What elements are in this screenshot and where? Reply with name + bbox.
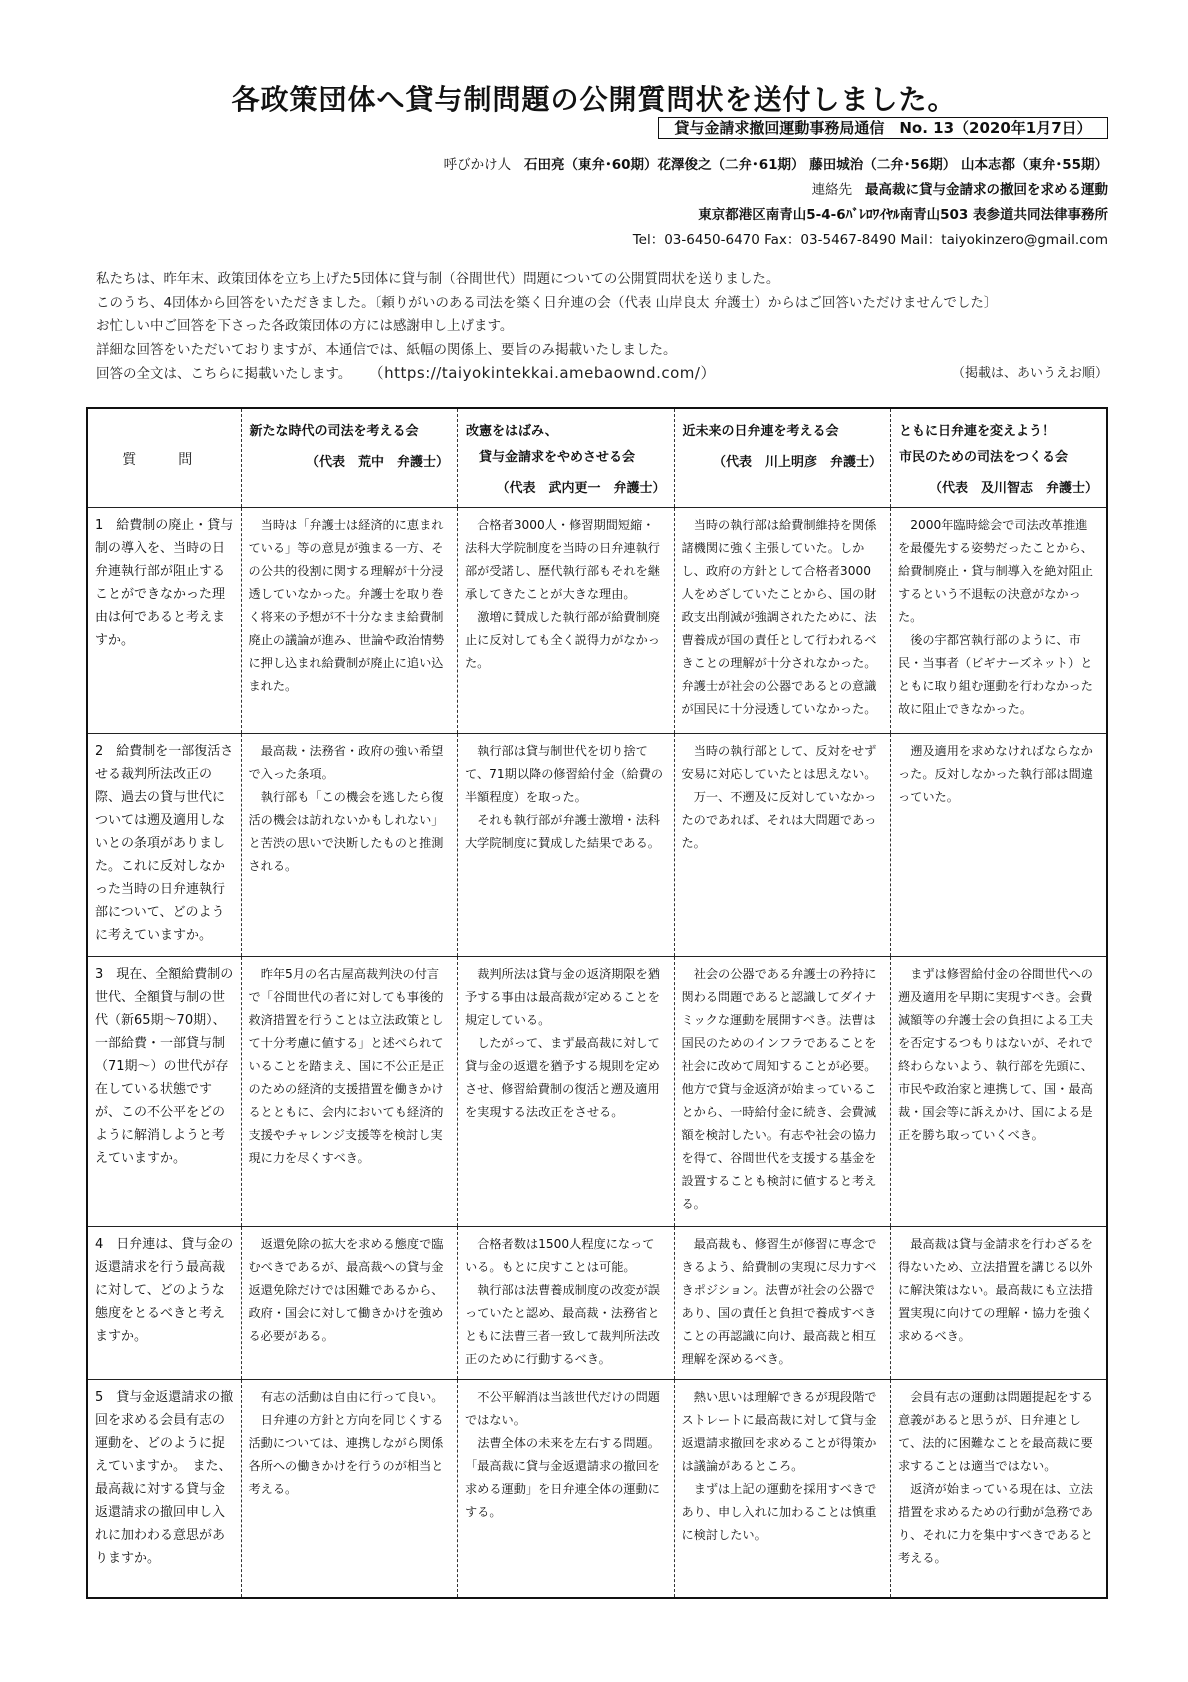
answer-paragraph: 不公平解消は当該世代だけの問題ではない。 xyxy=(465,1390,660,1428)
question-cell: 2 給費制を一部復活させる裁判所法改正の際、過去の貸与世代については遡及適用しないとの条項がありました。これに反対しなかった当時の日弁連執行部について、どのように考えていますか。 xyxy=(87,733,241,956)
tel-line: Tel：03-6450-6470 Fax：03-5467-8490 Mail：taiyokinzero@gmail.com xyxy=(632,232,1108,248)
answer-cell xyxy=(674,1380,891,1598)
answer-paragraph: 昨年5月の名古屋高裁判決の付言で「谷間世代の者に対しても事後的救済措置を行うことは立法政策として十分考慮に値する」と述べられていることを踏まえ、国に不公正是正のための経済的支援措置を働きかけるとともに、会内においても経済的支援やチャレンジ支援等を検討し実現に力を尽くすべき。 xyxy=(248,967,445,1166)
answer-cell xyxy=(891,508,1108,733)
answer-cell xyxy=(458,733,675,956)
answer-cell xyxy=(674,957,891,1227)
order-note: （掲載は、あいうえお順） xyxy=(951,366,1108,381)
answer-paragraph: 合格者数は1500人程度になっている。もとに戻すことは可能。 xyxy=(465,1237,655,1275)
answer-paragraph: 後の宇都宮執行部のように、市民・当事者（ビギナーズネット）とともに取り組む運動を行わなかった故に阻止できなかった。 xyxy=(898,633,1093,717)
answer-paragraph: 社会の公器である弁護士の矜持に関わる問題であると認識してダイナミックな運動を展開すべき。法曹は国民のためのインフラであることを社会に改めて周知することが必要。他方で貸与金返済が始まっていることから、一時給付金に続き、会費減額を検討したい。有志や社会の協力を得て、谷間世代を支援する基金を設置することも検討に値すると考える。 xyxy=(681,967,877,1212)
answer-paragraph: 最高裁も、修習生が修習に専念できるよう、給費制の実現に尽力すべきポジション。法曹が社会の公器であり、国の責任と負担で養成すべきことの再認識に向け、最高裁と相互理解を深めるべき。 xyxy=(681,1237,877,1367)
answer-paragraph: 法曹全体の未来を左右する問題。「最高裁に貸与金返還請求の撤回を求める運動」を日弁連全体の運動にする。 xyxy=(465,1436,660,1520)
answer-cell xyxy=(891,1227,1108,1380)
callers-names: 石田亮（東弁･60期）花澤俊之（二弁･61期） 藤田城治（二弁･56期） 山本志都（東弁･55期） xyxy=(523,157,1108,173)
org-name: 改憲をはばみ、 xyxy=(466,424,558,439)
answer-paragraph: 有志の活動は自由に行って良い。 xyxy=(260,1390,444,1405)
org-header-3 xyxy=(674,408,891,508)
contact-name: 最高裁に貸与金請求の撤回を求める運動 xyxy=(865,182,1108,198)
url-link[interactable]: （https://taiyokintekkai.amebaownd.com/） xyxy=(368,364,716,382)
answer-cell xyxy=(458,1380,675,1598)
contact-line xyxy=(444,178,1108,203)
answer-paragraph: 熱い思いは理解できるが現段階でストレートに最高裁に対して貸与金返還請求撤回を求めることが得策かは議論があるところ。 xyxy=(681,1390,877,1474)
org-header-1 xyxy=(241,408,458,508)
answer-cell xyxy=(891,1380,1108,1598)
page-title: 各政策団体へ貸与制問題の公開質問状を送付しました。 xyxy=(231,83,957,116)
answer-paragraph: 裁判所法は貸与金の返済期限を猶予する事由は最高裁が定めることを規定している。 xyxy=(465,967,660,1028)
answer-paragraph: 返還免除の拡大を求める態度で臨むべきであるが、最高裁への貸与金返還免除だけでは困難であるから、政府・国会に対して働きかけを強める必要がある。 xyxy=(248,1237,444,1344)
answer-cell xyxy=(241,957,458,1227)
org-header-2 xyxy=(458,408,675,508)
org-name-2: 市民のための司法をつくる会 xyxy=(899,450,1069,465)
contact-label: 連絡先 xyxy=(811,182,853,198)
intro-line-3: お忙しい中ご回答を下さった各政策団体の方には感謝申し上げます。 xyxy=(96,318,514,334)
org-header-4 xyxy=(891,408,1108,508)
table-header-row xyxy=(87,408,1107,508)
table-row xyxy=(87,1227,1107,1380)
url-prefix: 回答の全文は、こちらに掲載いたします。 xyxy=(96,366,352,382)
question-cell: 3 現在、全額給費制の世代、全額貸与制の世代（新65期～70期）、一部給費・一部貸与制（71期～）の世代が存在している状態ですが、この不公平をどのように解消しようと考えていますか。 xyxy=(87,957,241,1227)
answer-paragraph: 激増に賛成した執行部が給費制廃止に反対しても全く説得力がなかった。 xyxy=(465,610,660,671)
address-line xyxy=(444,203,1108,228)
answer-paragraph: それも執行部が弁護士激増・法科大学院制度に賛成した結果である。 xyxy=(465,812,660,850)
org-rep: （代表 武内更一 弁護士） xyxy=(496,481,666,496)
qa-table xyxy=(86,407,1108,1599)
answer-paragraph: 合格者3000人・修習期間短縮・法科大学院制度を当時の日弁連執行部が受諾し、歴代執行部もそれを継承してきたことが大きな理由。 xyxy=(465,518,660,602)
answer-paragraph: 万一、不遡及に反対していなかったのであれば、それは大問題であった。 xyxy=(681,789,877,850)
answer-paragraph: 遡及適用を求めなければならなかった。反対しなかった執行部は間違っていた。 xyxy=(898,743,1093,804)
header-info xyxy=(444,153,1108,253)
url-row xyxy=(96,362,1108,387)
org-rep: （代表 荒中 弁護士） xyxy=(305,455,449,470)
answer-cell xyxy=(241,1380,458,1598)
bulletin-box: 貸与金請求撤回運動事務局通信 No. 13（2020年1月7日） xyxy=(658,117,1108,139)
answer-paragraph: まずは修習給付金の谷間世代への遡及適用を早期に実現すべき。会費減額等の弁護士会の負担による工夫を否定するつもりはないが、それで終わらないよう、執行部を先頭に、市民や政治家と連携して、国・最高裁・国会等に訴えかけ、国による是正を勝ち取っていくべき。 xyxy=(898,967,1093,1143)
answer-cell xyxy=(241,1227,458,1380)
answer-paragraph: 日弁連の方針と方向を同じくする活動については、連携しながら関係各所への働きかけを行うのが相当と考える。 xyxy=(248,1413,444,1497)
answer-cell xyxy=(674,1227,891,1380)
intro-line-4: 詳細な回答をいただいておりますが、本通信では、紙幅の関係上、要旨のみ掲載いたしました。 xyxy=(96,341,677,358)
table-row xyxy=(87,733,1107,956)
org-name: ともに日弁連を変えよう！ xyxy=(899,424,1056,439)
answer-paragraph: 最高裁・法務省・政府の強い希望で入った条項。 xyxy=(248,743,444,781)
answer-paragraph: したがって、まず最高裁に対して貸与金の返還を猶予する規則を定めさせ、修習給費制の復活と遡及適用を実現する法改正をさせる。 xyxy=(465,1036,660,1120)
answer-cell xyxy=(241,508,458,733)
org-name-2: 貸与金請求をやめさせる会 xyxy=(466,450,636,465)
answer-cell xyxy=(458,957,675,1227)
answer-cell xyxy=(241,733,458,956)
answer-paragraph: 執行部は貸与制世代を切り捨てて、71期以降の修習給付金（給費の半額程度）を取った。 xyxy=(465,743,664,804)
answer-cell xyxy=(891,733,1108,956)
intro-section xyxy=(96,268,1108,387)
answer-paragraph: 当時の執行部は給費制維持を関係諸機関に強く主張していた。しかし、政府の方針として合格者3000人をめざしていたことから、国の財政支出削減が強調されたために、法曹養成が国の責任として行われるべきことの理解が十分されなかった。弁護士が社会の公器であるとの意識が国民に十分浸透していなかった。 xyxy=(681,518,877,717)
table-row xyxy=(87,1380,1107,1598)
table-row xyxy=(87,957,1107,1227)
answer-paragraph: 会員有志の運動は問題提起をする意義があると思うが、日弁連として、法的に困難なことを最高裁に要求することは適当ではない。 xyxy=(898,1390,1093,1474)
question-header: 質 問 xyxy=(87,408,241,508)
answer-paragraph: 当時の執行部として、反対をせず安易に対応していたとは思えない。 xyxy=(681,743,877,781)
question-cell: 4 日弁連は、貸与金の返還請求を行う最高裁に対して、どのような態度をとるべきと考えますか。 xyxy=(87,1227,241,1380)
callers-line xyxy=(444,153,1108,178)
question-cell: 1 給費制の廃止・貸与制の導入を、当時の日弁連執行部が阻止することができなかった理由は何であると考えますか。 xyxy=(87,508,241,733)
address-text: 東京都港区南青山5-4-6ﾊﾞﾚﾛﾜｲﾔﾙ南青山503 表参道共同法律事務所 xyxy=(698,207,1108,223)
org-rep: （代表 川上明彦 弁護士） xyxy=(712,455,882,470)
table-row xyxy=(87,508,1107,733)
answer-paragraph: 執行部も「この機会を逃したら復活の機会は訪れないかもしれない」と苦渋の思いで決断したものと推測される。 xyxy=(248,789,444,873)
answer-cell xyxy=(891,957,1108,1227)
url-line xyxy=(96,362,716,387)
answer-cell xyxy=(674,508,891,733)
answer-cell xyxy=(674,733,891,956)
answer-paragraph: まずは上記の運動を採用すべきであり、申し入れに加わることは慎重に検討したい。 xyxy=(681,1482,877,1543)
callers-label: 呼びかけ人 xyxy=(443,157,512,173)
answer-paragraph: 返済が始まっている現在は、立法措置を求めるための行動が急務であり、それに力を集中すべきであると考える。 xyxy=(898,1482,1093,1566)
org-name: 近未来の日弁連を考える会 xyxy=(682,424,839,439)
org-rep: （代表 及川智志 弁護士） xyxy=(928,481,1098,496)
intro-line-2: このうち、4団体から回答をいただきました。〔頼りがいのある司法を築く日弁連の会（代表 山岸良太 弁護士）からはご回答いただけませんでした〕 xyxy=(96,294,998,311)
answer-cell xyxy=(458,1227,675,1380)
answer-paragraph: 最高裁は貸与金請求を行わざるを得ないため、立法措置を講じる以外に解決策はない。最高裁にも立法措置実現に向けての理解・協力を強く求めるべき。 xyxy=(898,1237,1093,1344)
answer-cell xyxy=(458,508,675,733)
intro-line-1: 私たちは、昨年末、政策団体を立ち上げた5団体に貸与制（谷間世代）問題についての公開質問状を送りました。 xyxy=(96,271,780,287)
org-name: 新たな時代の司法を考える会 xyxy=(249,424,419,439)
question-cell: 5 貸与金返還請求の撤回を求める会員有志の運動を、どのように捉えていますか。 また、最高裁に対する貸与金返還請求の撤回申し入れに加わわる意思がありますか。 xyxy=(87,1380,241,1598)
answer-paragraph: 執行部は法曹養成制度の改変が誤っていたと認め、最高裁・法務省とともに法曹三者一致して裁判所法改正のために行動するべき。 xyxy=(465,1283,660,1367)
answer-paragraph: 当時は「弁護士は経済的に恵まれている」等の意見が強まる一方、その公共的役割に関する理解が十分浸透していなかった。弁護士を取り巻く将来の予想が不十分なまま給費制廃止の議論が進み、世論や政治情勢に押し込まれ給費制が廃止に追い込まれた。 xyxy=(248,518,445,694)
answer-paragraph: 2000年臨時総会で司法改革推進を最優先する姿勢だったことから、給費制廃止・貸与制導入を絶対阻止するという不退転の決意がなかった。 xyxy=(898,518,1093,625)
